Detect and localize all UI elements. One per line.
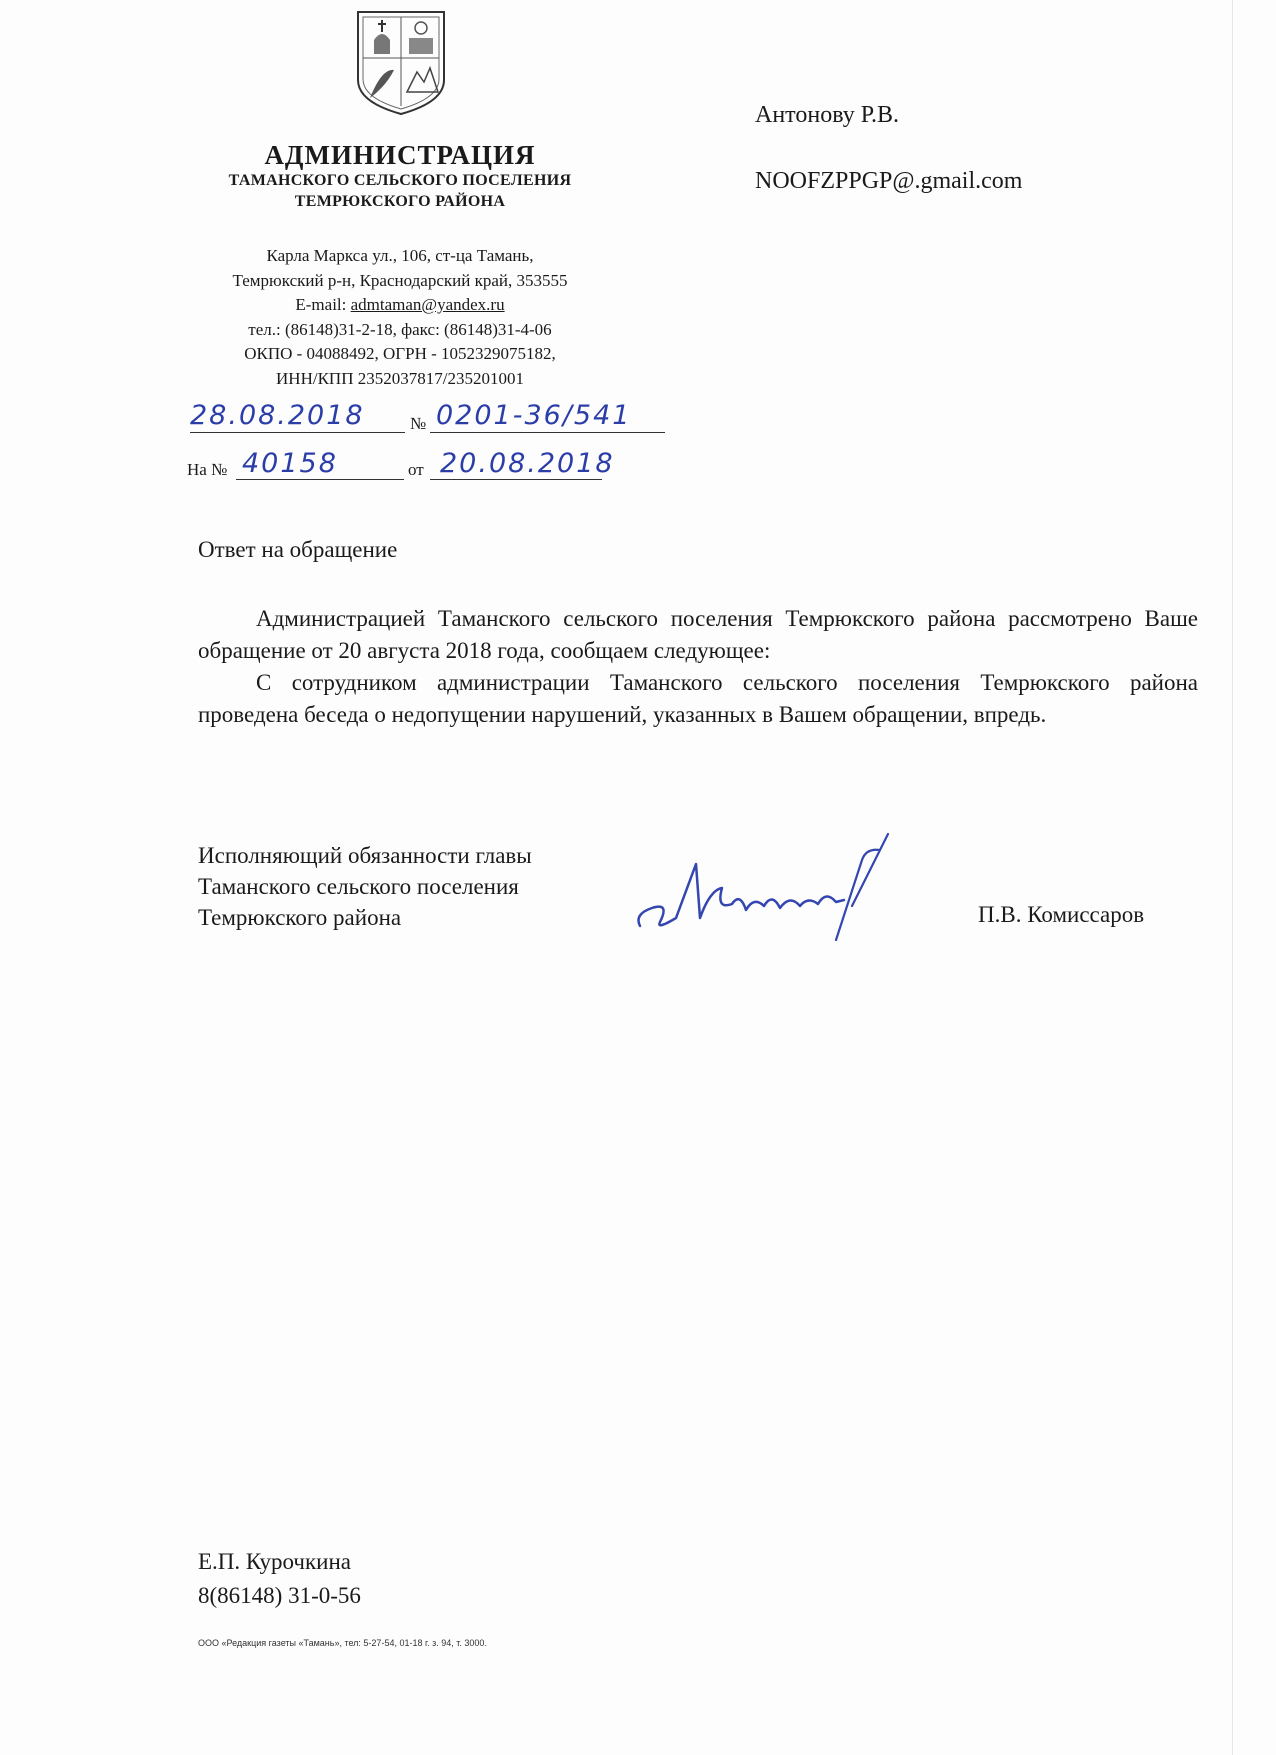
org-title: АДМИНИСТРАЦИЯ: [264, 140, 536, 170]
signer-title: [198, 840, 532, 933]
signer-title-line: Темрюкского района: [198, 905, 402, 930]
executor-phone: 8(86148) 31-0-56: [198, 1583, 361, 1608]
body-paragraph: С сотрудником администрации Таманского сельского поселения Темрюкского района проведена беседа о недопущении нарушений, указанных в Вашем обращении, впредь.: [198, 670, 1198, 727]
email-label: E-mail:: [295, 295, 351, 314]
email-link[interactable]: admtaman@yandex.ru: [350, 295, 505, 314]
registration-number-label: №: [410, 414, 427, 433]
address-line: Темрюкский р-н, Краснодарский край, 353555: [232, 270, 568, 290]
print-imprint: ООО «Редакция газеты «Тамань», тел: 5-27-54, 01-18 г. з. 94, т. 3000.: [198, 1638, 487, 1648]
recipient-name: Антонову Р.В.: [755, 102, 900, 128]
org-subtitle-line1: ТАМАНСКОГО СЕЛЬСКОГО ПОСЕЛЕНИЯ: [228, 172, 572, 189]
inn-line: ИНН/КПП 2352037817/235201001: [276, 368, 524, 388]
reply-number-label: На №: [187, 460, 228, 479]
coat-of-arms-icon: [352, 6, 450, 118]
registration-number: 0201-36/541: [436, 400, 632, 431]
executor-block: [198, 1545, 361, 1613]
reply-number-underline: [236, 479, 404, 480]
handwritten-signature: [630, 830, 920, 950]
org-subtitle-line2: ТЕМРЮКСКОГО РАЙОНА: [294, 193, 506, 210]
registration-number-underline: [430, 432, 665, 433]
executor-name: Е.П. Курочкина: [198, 1549, 351, 1574]
phone-line: тел.: (86148)31-2-18, факс: (86148)31-4-06: [248, 319, 552, 339]
reply-date-underline: [430, 479, 602, 480]
signer-title-line: Исполняющий обязанности главы: [198, 843, 532, 868]
organization-header: [170, 140, 630, 212]
signer-title-line: Таманского сельского поселения: [198, 874, 519, 899]
email-line: [170, 293, 630, 318]
reply-date: 20.08.2018: [440, 448, 615, 479]
scan-edge-line: [1232, 0, 1233, 1755]
signer-name: П.В. Комиссаров: [978, 902, 1145, 927]
letter-subject: Ответ на обращение: [198, 537, 398, 562]
registration-date-underline: [190, 432, 405, 433]
reply-number: 40158: [242, 448, 338, 479]
reply-from-label: от: [408, 460, 424, 479]
recipient-email: NOOFZPPGP@.gmail.com: [755, 168, 1023, 194]
registration-date: 28.08.2018: [190, 400, 365, 431]
address-block: [170, 244, 630, 391]
body-paragraph: Администрацией Таманского сельского поселения Темрюкского района рассмотрено Ваше обращение от 20 августа 2018 года, сообщаем следующее:: [198, 606, 1198, 663]
codes-line: ОКПО - 04088492, ОГРН - 1052329075182,: [244, 344, 556, 363]
address-line: Карла Маркса ул., 106, ст-ца Тамань,: [266, 246, 534, 265]
